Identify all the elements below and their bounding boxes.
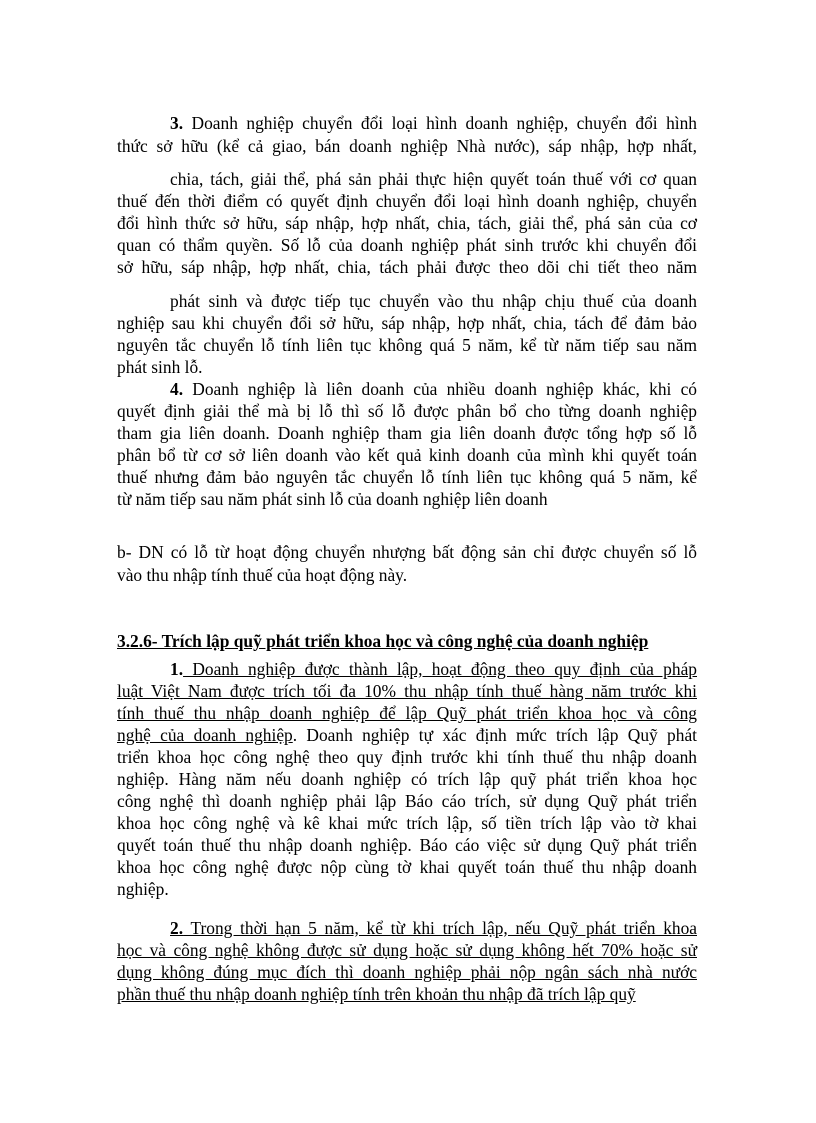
- text-line: thức sở hữu (kể cả giao, bán doanh nghiệp Nhà nước), sáp nhập, hợp nhất,: [117, 136, 697, 156]
- text-line: nguyên tắc chuyển lỗ tính liên tục không quá 5 năm, kể từ năm tiếp sau năm: [117, 335, 697, 355]
- text-line: sở hữu, sáp nhập, hợp nhất, chia, tách phải được theo dõi chi tiết theo năm: [117, 257, 697, 277]
- text-line: phát sinh và được tiếp tục chuyển vào thu nhập chịu thuế của doanh: [170, 291, 697, 311]
- text-line: học và công nghệ không được sử dụng hoặc sử dụng không hết 70% hoặc sử: [117, 940, 697, 960]
- paragraph-4: [117, 378, 697, 510]
- text-line: thuế nhưng đảm bảo nguyên tắc chuyển lỗ tính liên tục không quá 5 năm, kể: [117, 467, 697, 487]
- paragraph-3: [117, 112, 697, 378]
- text-line: triển khoa học công nghệ theo quy định trước khi tính thuế thu nhập doanh: [117, 747, 697, 767]
- text-line: quan có thẩm quyền. Số lỗ của doanh nghiệp phát sinh trước khi chuyển đổi: [117, 235, 697, 255]
- text-line: khoa học công nghệ và kê khai mức trích lập, số tiền trích lập vào tờ khai: [117, 813, 697, 833]
- item-number: 4.: [170, 379, 184, 399]
- text-line: nghiệp.: [117, 879, 169, 899]
- text-line: tính thuế thu nhập doanh nghiệp để lập Quỹ phát triển khoa học và công: [117, 703, 697, 723]
- section-heading: [117, 630, 697, 652]
- text-line: đổi hình thức sở hữu, sáp nhập, hợp nhất, chia, tách, giải thể, phá sản của cơ: [117, 213, 697, 233]
- item-number: 2.: [170, 918, 184, 938]
- section-item-1: [117, 658, 697, 922]
- text-line: quyết toán thuế thu nhập doanh nghiệp. Báo cáo việc sử dụng Quỹ phát triển: [117, 835, 697, 855]
- text-line: dụng không đúng mục đích thì doanh nghiệp phải nộp ngân sách nhà nước: [117, 962, 697, 982]
- text-line: 2. Trong thời hạn 5 năm, kể từ khi trích lập, nếu Quỹ phát triển khoa: [170, 918, 697, 938]
- text-line: quyết định giải thể mà bị lỗ thì số lỗ được phân bổ cho từng doanh nghiệp: [117, 401, 697, 421]
- text-line: thuế đến thời điểm có quyết định chuyển đổi loại hình doanh nghiệp, chuyển: [117, 191, 697, 211]
- text-line: phát sinh lỗ.: [117, 357, 203, 377]
- heading-text: 3.2.6- Trích lập quỹ phát triển khoa học và công nghệ của doanh nghiệp: [117, 631, 649, 651]
- text-line: chia, tách, giải thể, phá sản phải thực hiện quyết toán thuế với cơ quan: [170, 169, 697, 189]
- text-line: phần thuế thu nhập doanh nghiệp tính trên khoản thu nhập đã trích lập quỹ: [117, 984, 636, 1004]
- section-item-2: [117, 917, 697, 1005]
- text-line: vào thu nhập tính thuế của hoạt động này.: [117, 565, 408, 585]
- text-line: từ năm tiếp sau năm phát sinh lỗ của doanh nghiệp liên doanh: [117, 489, 548, 509]
- text-line: 3. Doanh nghiệp chuyển đổi loại hình doanh nghiệp, chuyển đổi hình: [170, 113, 697, 133]
- paragraph-b: [117, 541, 697, 586]
- text-line: khoa học công nghệ được nộp cùng tờ khai quyết toán thuế thu nhập doanh: [117, 857, 697, 877]
- text-line: 4. Doanh nghiệp là liên doanh của nhiều doanh nghiệp khác, khi có: [170, 379, 697, 399]
- text-line: 1. Doanh nghiệp được thành lập, hoạt động theo quy định của pháp: [170, 659, 697, 679]
- text-line: phân bổ từ cơ sở liên doanh vào kết quả kinh doanh của mình khi quyết toán: [117, 445, 697, 465]
- item-number: 1.: [170, 659, 184, 679]
- text-line: nghệ của doanh nghiệp. Doanh nghiệp tự xác định mức trích lập Quỹ phát: [117, 725, 698, 745]
- text-line: b- DN có lỗ từ hoạt động chuyển nhượng bất động sản chỉ được chuyển số lỗ: [117, 542, 697, 562]
- text-line: luật Việt Nam được trích tối đa 10% thu nhập tính thuế hàng năm trước khi: [117, 681, 697, 701]
- item-number: 3.: [170, 113, 184, 133]
- text-line: nghiệp. Hàng năm nếu doanh nghiệp có trích lập quỹ phát triển khoa học: [117, 769, 697, 789]
- text-line: nghiệp sau khi chuyển đổi sở hữu, sáp nhập, hợp nhất, chia, tách để đảm bảo: [117, 313, 697, 333]
- text-line: công nghệ thì doanh nghiệp phải lập Báo cáo trích, sử dụng Quỹ phát triển: [117, 791, 697, 811]
- text-line: tham gia liên doanh. Doanh nghiệp tham gia liên doanh được tổng hợp số lỗ: [117, 423, 697, 443]
